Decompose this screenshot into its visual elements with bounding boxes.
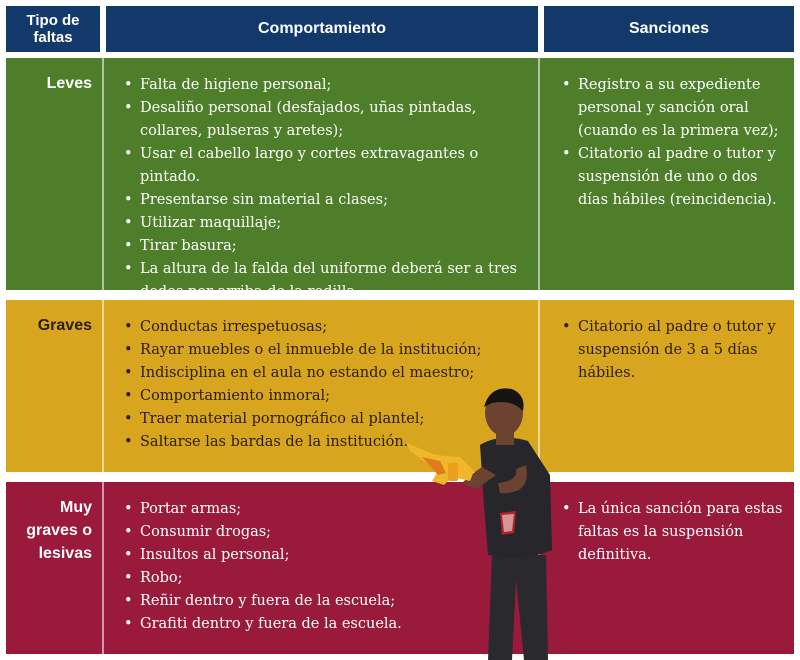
list-item: • Indisciplina en el aula no estando el maestro; <box>122 362 527 385</box>
list-item: • Consumir drogas; <box>122 521 527 544</box>
list-item: • Usar el cabello largo y cortes extravagantes o pintado. <box>122 143 527 189</box>
sanctions-list-leves <box>560 74 788 212</box>
list-item: • La única sanción para estas faltas es la suspensión definitiva. <box>560 498 788 567</box>
list-item: • Conductas irrespetuosas; <box>122 316 527 339</box>
sanctions-list-graves <box>560 316 788 385</box>
student-with-toy-gun-photo <box>400 385 570 660</box>
list-item: • Citatorio al padre o tutor y suspensión de uno o dos días hábiles (reincidencia). <box>560 143 788 212</box>
list-item: • Grafiti dentro y fuera de la escuela. <box>122 613 527 636</box>
column-divider <box>102 300 104 472</box>
list-item: • Presentarse sin material a clases; <box>122 189 527 212</box>
type-label-graves: Graves <box>37 317 92 334</box>
column-divider <box>102 58 104 290</box>
list-item: • Falta de higiene personal; <box>122 74 527 97</box>
list-item: • Rayar muebles o el inmueble de la institución; <box>122 339 527 362</box>
list-item: • La altura de la falda del uniforme deberá ser a tres dedos por arriba de la rodilla. <box>122 258 527 304</box>
list-item: • Desaliño personal (desfajados, uñas pintadas, collares, pulseras y aretes); <box>122 97 527 143</box>
list-item: • Citatorio al padre o tutor y suspensión de 3 a 5 días hábiles. <box>560 316 788 385</box>
column-divider <box>538 58 540 290</box>
list-item: • Reñir dentro y fuera de la escuela; <box>122 590 527 613</box>
list-item: • Robo; <box>122 567 527 590</box>
column-divider <box>102 482 104 654</box>
header-sanciones: Sanciones <box>544 6 794 52</box>
sanctions-list-muy-graves <box>560 498 788 567</box>
list-item: • Tirar basura; <box>122 235 527 258</box>
type-label-muy-graves: Muy graves o lesivas <box>26 499 92 562</box>
header-tipo-de-faltas: Tipo de faltas <box>6 6 100 52</box>
list-item: • Saltarse las bardas de la institución. <box>122 431 527 454</box>
header-comportamiento: Comportamiento <box>106 6 538 52</box>
list-item: • Registro a su expediente personal y sanción oral (cuando es la primera vez); <box>560 74 788 143</box>
list-item: • Comportamiento inmoral; <box>122 385 527 408</box>
list-item: • Insultos al personal; <box>122 544 527 567</box>
list-item: • Portar armas; <box>122 498 527 521</box>
list-item: • Utilizar maquillaje; <box>122 212 527 235</box>
type-label-leves: Leves <box>46 75 92 92</box>
list-item: • Traer material pornográfico al plantel; <box>122 408 527 431</box>
row-leves <box>6 58 794 300</box>
behaviors-list-leves <box>122 74 527 304</box>
